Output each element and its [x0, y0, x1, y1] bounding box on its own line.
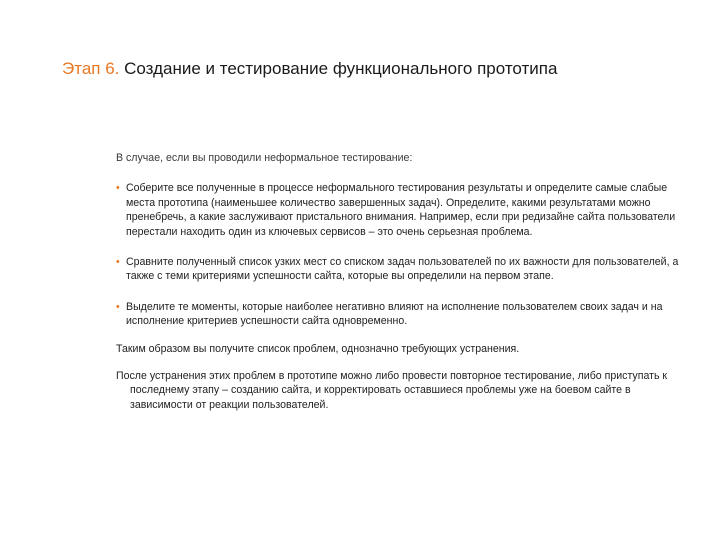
list-item [116, 255, 690, 284]
intro-text: В случае, если вы проводили неформальное тестирование: [116, 152, 413, 164]
title-text: Создание и тестирование функционального прототипа [124, 59, 558, 78]
stage-label: Этап 6. [62, 59, 120, 78]
list-item-text: Сравните полученный список узких мест со списком задач пользователей по их важности для пользователей, а также с теми критериями успешности сайта, которые вы определили на первом этапе. [126, 256, 679, 283]
page-title [62, 58, 557, 80]
followup-text: После устранения этих проблем в прототипе можно либо провести повторное тестирование, либо приступать к последнему этапу – созданию сайта, и корректировать оставшиеся проблемы уже на боевом сайте в зависимости от реакции пользователей. [116, 370, 668, 411]
bullet-icon: • [116, 182, 120, 195]
list-item-text: Соберите все полученные в процессе неформального тестирования результаты и определите самые слабые места прототипа (наименьшее количество завершенных задач). Определите, какими результатами можно пренебречь, а какие заслуживают пристального внимания. Например, если при редизайне сайта пользователи перестали находить один из ключевых сервисов – это очень серьезная проблема. [126, 182, 676, 238]
bullet-icon: • [116, 256, 120, 269]
list-item [116, 181, 690, 239]
list-item [116, 300, 690, 329]
content-body [116, 151, 690, 425]
bullet-icon: • [116, 300, 120, 313]
conclusion-text: Таким образом вы получите список проблем, однозначно требующих устранения. [116, 342, 520, 355]
list-item-text: Выделите те моменты, которые наиболее негативно влияют на исполнение пользователем своих задач и на исполнение критериев успешности сайта одновременно. [126, 300, 663, 328]
